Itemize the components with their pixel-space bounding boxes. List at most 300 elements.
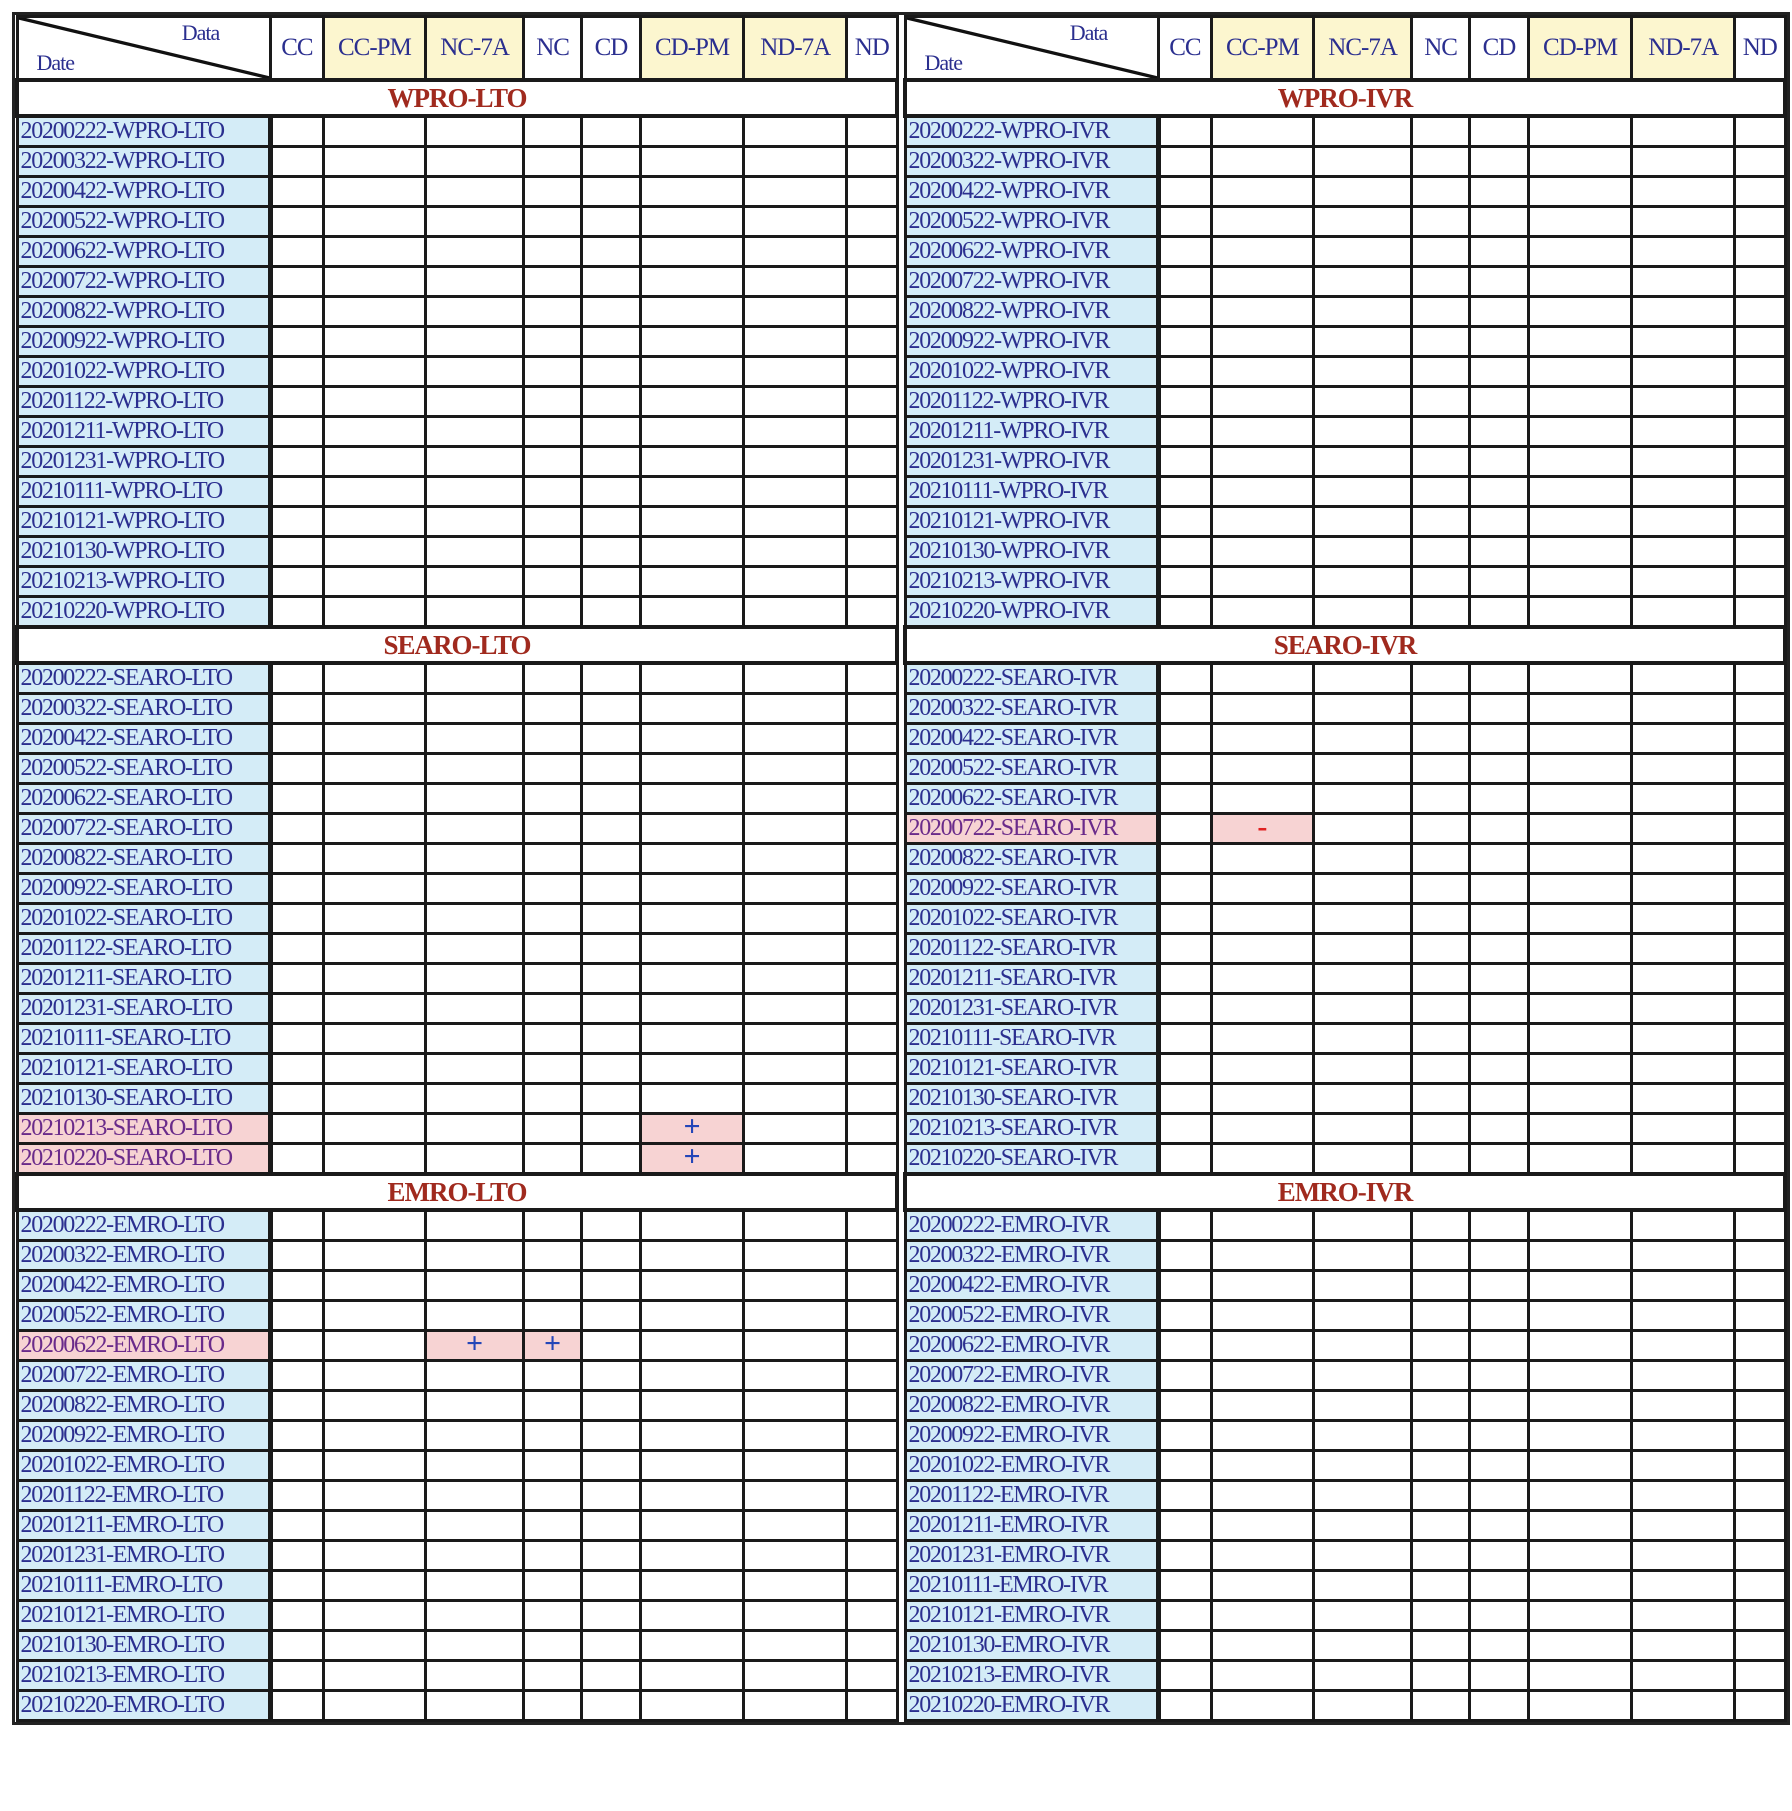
data-cell [271, 1541, 323, 1571]
data-cell [523, 537, 581, 567]
table-row [905, 784, 1785, 814]
table-row [17, 1114, 897, 1144]
data-cell [640, 567, 744, 597]
data-cell [1211, 147, 1314, 177]
data-cell [582, 537, 640, 567]
table-row [17, 784, 897, 814]
data-cell [640, 1691, 744, 1721]
data-cell [1211, 1114, 1314, 1144]
data-cell [1211, 1210, 1314, 1241]
data-cell [1735, 1241, 1785, 1271]
data-cell [426, 1661, 524, 1691]
data-cell [271, 267, 323, 297]
data-cell [271, 147, 323, 177]
data-cell [1528, 1631, 1632, 1661]
data-cell [1411, 844, 1469, 874]
data-cell [1411, 814, 1469, 844]
data-cell [1314, 177, 1412, 207]
data-cell [1632, 1451, 1735, 1481]
data-cell [640, 417, 744, 447]
data-cell [1411, 1601, 1469, 1631]
data-cell [271, 207, 323, 237]
data-cell [1470, 1541, 1528, 1571]
data-cell [1632, 724, 1735, 754]
column-header: CD-PM [640, 17, 744, 81]
data-cell [1314, 964, 1412, 994]
data-cell [744, 1601, 847, 1631]
data-cell [523, 357, 581, 387]
section-title-row [905, 80, 1785, 116]
data-cell [323, 754, 426, 784]
table-row [905, 964, 1785, 994]
data-cell [582, 663, 640, 694]
data-cell [1632, 147, 1735, 177]
data-cell [426, 1024, 524, 1054]
data-cell [1528, 147, 1632, 177]
data-cell [1632, 417, 1735, 447]
row-date-label: 20210130-WPRO-IVR [905, 537, 1159, 567]
data-cell [323, 116, 426, 147]
table-row [905, 447, 1785, 477]
row-date-label: 20200522-WPRO-LTO [17, 207, 271, 237]
data-cell [582, 1144, 640, 1175]
data-cell [323, 237, 426, 267]
data-cell [1159, 597, 1211, 628]
data-cell [744, 874, 847, 904]
data-cell [1314, 207, 1412, 237]
data-cell [744, 1541, 847, 1571]
data-cell [523, 814, 581, 844]
data-cell [1159, 1481, 1211, 1511]
data-cell [582, 207, 640, 237]
data-cell [1211, 357, 1314, 387]
data-cell [523, 754, 581, 784]
table-row [17, 1271, 897, 1301]
data-cell [1470, 1421, 1528, 1451]
data-cell [323, 327, 426, 357]
data-cell [523, 1084, 581, 1114]
row-date-label: 20201231-EMRO-LTO [17, 1541, 271, 1571]
data-cell [523, 207, 581, 237]
data-cell [1211, 874, 1314, 904]
data-cell [1470, 567, 1528, 597]
data-cell [523, 116, 581, 147]
data-cell [1159, 1024, 1211, 1054]
row-date-label: 20210213-WPRO-IVR [905, 567, 1159, 597]
data-cell [426, 116, 524, 147]
data-cell [640, 147, 744, 177]
data-cell [271, 754, 323, 784]
table-row [17, 327, 897, 357]
data-cell [271, 597, 323, 628]
section-title-row [905, 1174, 1785, 1210]
data-cell [640, 663, 744, 694]
data-cell [640, 447, 744, 477]
data-cell [1314, 567, 1412, 597]
data-cell [1314, 844, 1412, 874]
data-cell [744, 1301, 847, 1331]
data-cell [1735, 357, 1785, 387]
data-cell [271, 1114, 323, 1144]
data-cell [523, 507, 581, 537]
table-row [905, 1301, 1785, 1331]
data-cell [847, 1331, 897, 1361]
data-cell [1411, 327, 1469, 357]
data-cell [1528, 1144, 1632, 1175]
data-cell [1632, 1114, 1735, 1144]
data-cell [1411, 537, 1469, 567]
data-cell [1314, 237, 1412, 267]
table-row [905, 1331, 1785, 1361]
data-cell [271, 537, 323, 567]
data-cell [1211, 754, 1314, 784]
data-cell [1211, 1541, 1314, 1571]
data-cell [1411, 417, 1469, 447]
section-title-row [905, 627, 1785, 663]
data-cell [323, 417, 426, 447]
data-cell [1470, 327, 1528, 357]
data-cell [426, 1361, 524, 1391]
data-cell [1470, 537, 1528, 567]
table-row [17, 904, 897, 934]
data-cell [1470, 357, 1528, 387]
data-cell [1632, 994, 1735, 1024]
table-row [905, 507, 1785, 537]
data-cell [1735, 1144, 1785, 1175]
data-cell [1211, 1511, 1314, 1541]
data-cell [426, 1331, 524, 1361]
data-cell [1735, 447, 1785, 477]
data-cell [1528, 116, 1632, 147]
data-cell [1314, 1511, 1412, 1541]
data-cell [426, 1210, 524, 1241]
data-cell [1314, 1421, 1412, 1451]
data-cell [1470, 1210, 1528, 1241]
data-cell [1211, 387, 1314, 417]
data-cell [582, 1691, 640, 1721]
data-cell [1159, 784, 1211, 814]
data-cell [523, 1451, 581, 1481]
data-cell [640, 934, 744, 964]
data-cell [426, 724, 524, 754]
table-row [905, 1571, 1785, 1601]
row-date-label: 20200222-EMRO-IVR [905, 1210, 1159, 1241]
data-cell [1314, 357, 1412, 387]
data-cell [523, 327, 581, 357]
row-date-label: 20201211-WPRO-IVR [905, 417, 1159, 447]
data-cell [323, 1511, 426, 1541]
data-cell [582, 1571, 640, 1601]
data-cell [1314, 537, 1412, 567]
data-cell [1159, 327, 1211, 357]
data-cell [426, 1084, 524, 1114]
data-cell [1159, 844, 1211, 874]
data-cell [1470, 1301, 1528, 1331]
data-cell [582, 1421, 640, 1451]
data-cell [426, 477, 524, 507]
table-row [17, 447, 897, 477]
data-cell [1632, 597, 1735, 628]
data-cell [1211, 1054, 1314, 1084]
data-cell [744, 1511, 847, 1541]
table-row [905, 567, 1785, 597]
data-cell [582, 1361, 640, 1391]
data-cell [1470, 1331, 1528, 1361]
table-row [905, 724, 1785, 754]
data-cell [323, 447, 426, 477]
data-cell [323, 844, 426, 874]
data-cell [1411, 1571, 1469, 1601]
data-cell [582, 1114, 640, 1144]
data-cell [1735, 147, 1785, 177]
data-cell [523, 1114, 581, 1144]
data-cell [1735, 1421, 1785, 1451]
table-row [17, 814, 897, 844]
data-cell [744, 784, 847, 814]
data-cell [1528, 387, 1632, 417]
data-cell [847, 1691, 897, 1721]
data-cell [640, 904, 744, 934]
data-cell [640, 754, 744, 784]
data-cell [582, 417, 640, 447]
data-cell [1735, 1210, 1785, 1241]
row-date-label: 20200722-SEARO-LTO [17, 814, 271, 844]
row-date-label: 20210111-SEARO-IVR [905, 1024, 1159, 1054]
row-date-label: 20210130-SEARO-IVR [905, 1084, 1159, 1114]
data-cell [1735, 537, 1785, 567]
data-cell [323, 663, 426, 694]
table-row [17, 177, 897, 207]
row-date-label: 20200422-EMRO-IVR [905, 1271, 1159, 1301]
table-row [905, 1144, 1785, 1175]
data-cell [1632, 177, 1735, 207]
data-cell [271, 297, 323, 327]
data-cell [744, 477, 847, 507]
data-cell [1314, 663, 1412, 694]
data-cell [1211, 1601, 1314, 1631]
data-cell [323, 1571, 426, 1601]
row-date-label: 20200522-SEARO-IVR [905, 754, 1159, 784]
data-cell [1735, 1631, 1785, 1661]
row-date-label: 20201022-EMRO-LTO [17, 1451, 271, 1481]
data-cell [640, 1661, 744, 1691]
data-cell [744, 1114, 847, 1144]
table-row [905, 814, 1785, 844]
data-cell [744, 1451, 847, 1481]
data-cell [1632, 1271, 1735, 1301]
data-cell [1632, 934, 1735, 964]
data-cell [1735, 1271, 1785, 1301]
corner-label-date: Date [924, 50, 963, 75]
results-grid [12, 12, 1790, 1725]
data-cell [1528, 597, 1632, 628]
data-cell [1528, 327, 1632, 357]
row-date-label: 20200722-SEARO-IVR [905, 814, 1159, 844]
table-row [905, 694, 1785, 724]
row-date-label: 20200922-SEARO-LTO [17, 874, 271, 904]
data-cell [582, 1601, 640, 1631]
data-cell [744, 724, 847, 754]
data-cell [323, 1144, 426, 1175]
corner-label-data: Data [1069, 20, 1108, 45]
table-row [17, 417, 897, 447]
data-cell [271, 1054, 323, 1084]
data-cell [1632, 1661, 1735, 1691]
data-cell [1632, 904, 1735, 934]
data-cell [1159, 1210, 1211, 1241]
row-date-label: 20201211-WPRO-LTO [17, 417, 271, 447]
data-cell [271, 874, 323, 904]
data-cell [847, 477, 897, 507]
table-row [905, 1391, 1785, 1421]
data-cell [1735, 567, 1785, 597]
data-cell [323, 537, 426, 567]
row-date-label: 20200322-WPRO-IVR [905, 147, 1159, 177]
row-date-label: 20200822-EMRO-LTO [17, 1391, 271, 1421]
row-date-label: 20210220-WPRO-LTO [17, 597, 271, 628]
data-cell [1314, 1541, 1412, 1571]
data-cell [744, 1691, 847, 1721]
data-cell [1632, 567, 1735, 597]
data-cell [523, 297, 581, 327]
data-cell [523, 1054, 581, 1084]
data-cell [271, 1024, 323, 1054]
data-cell [1470, 934, 1528, 964]
data-cell [1470, 447, 1528, 477]
data-cell [1411, 934, 1469, 964]
data-cell [1411, 663, 1469, 694]
data-cell [1632, 1631, 1735, 1661]
data-cell [582, 297, 640, 327]
plus-mark: + [466, 1330, 484, 1360]
data-cell [523, 1631, 581, 1661]
data-cell [1735, 1331, 1785, 1361]
data-cell [1411, 1541, 1469, 1571]
data-cell [1411, 177, 1469, 207]
data-cell [1159, 814, 1211, 844]
data-cell [1632, 964, 1735, 994]
data-cell [640, 784, 744, 814]
data-cell [744, 327, 847, 357]
data-cell [640, 1331, 744, 1361]
data-cell [1632, 1054, 1735, 1084]
data-cell [1528, 1114, 1632, 1144]
data-cell [1632, 1571, 1735, 1601]
data-cell [847, 814, 897, 844]
data-cell [1632, 1691, 1735, 1721]
data-cell [1528, 1331, 1632, 1361]
data-cell [640, 964, 744, 994]
table-row [905, 1631, 1785, 1661]
data-cell [323, 874, 426, 904]
table-row [905, 387, 1785, 417]
data-cell [1528, 177, 1632, 207]
data-cell [640, 327, 744, 357]
column-header: CD [1470, 17, 1528, 81]
data-cell [426, 784, 524, 814]
data-cell [1528, 904, 1632, 934]
table-row [905, 1084, 1785, 1114]
data-cell [1470, 663, 1528, 694]
table-row [17, 267, 897, 297]
data-cell [1411, 1331, 1469, 1361]
table-row [905, 177, 1785, 207]
table-row [905, 1210, 1785, 1241]
data-cell [1528, 417, 1632, 447]
table-row [905, 1511, 1785, 1541]
data-cell [1528, 1391, 1632, 1421]
data-cell [1314, 934, 1412, 964]
data-cell [847, 597, 897, 628]
data-cell [1632, 844, 1735, 874]
data-cell [1411, 1054, 1469, 1084]
data-cell [640, 1571, 744, 1601]
data-cell [1314, 1451, 1412, 1481]
table-row [905, 1361, 1785, 1391]
plus-mark: + [544, 1330, 562, 1360]
column-header: CC [1159, 17, 1211, 81]
data-cell [582, 327, 640, 357]
data-cell [1159, 1054, 1211, 1084]
table-row [17, 1084, 897, 1114]
table-row [17, 477, 897, 507]
data-cell [744, 507, 847, 537]
data-cell [1735, 1114, 1785, 1144]
data-cell [523, 904, 581, 934]
row-date-label: 20200322-EMRO-LTO [17, 1241, 271, 1271]
data-cell [1411, 1301, 1469, 1331]
table-row [17, 1631, 897, 1661]
data-cell [847, 447, 897, 477]
table-row [17, 1541, 897, 1571]
data-cell [1735, 1571, 1785, 1601]
row-date-label: 20200322-EMRO-IVR [905, 1241, 1159, 1271]
table-row [17, 1481, 897, 1511]
data-cell [1411, 1361, 1469, 1391]
data-cell [1411, 1084, 1469, 1114]
table-row [17, 1661, 897, 1691]
data-cell [582, 567, 640, 597]
row-date-label: 20200822-SEARO-LTO [17, 844, 271, 874]
table-row [17, 1144, 897, 1175]
data-cell [847, 1481, 897, 1511]
table-row [905, 357, 1785, 387]
data-cell [1411, 1661, 1469, 1691]
data-cell [1528, 1271, 1632, 1301]
data-cell [744, 1084, 847, 1114]
data-cell [1211, 1361, 1314, 1391]
data-cell [847, 1511, 897, 1541]
data-cell [744, 754, 847, 784]
table-row [905, 994, 1785, 1024]
table-row [17, 297, 897, 327]
data-cell [1211, 1084, 1314, 1114]
data-cell [582, 1084, 640, 1114]
row-date-label: 20200922-SEARO-IVR [905, 874, 1159, 904]
data-cell [640, 1631, 744, 1661]
data-cell [426, 327, 524, 357]
data-cell [1528, 207, 1632, 237]
data-cell [1314, 387, 1412, 417]
data-cell [744, 177, 847, 207]
row-date-label: 20201122-WPRO-IVR [905, 387, 1159, 417]
data-cell [1735, 207, 1785, 237]
column-header: ND-7A [744, 17, 847, 81]
data-cell [1159, 1144, 1211, 1175]
data-cell [640, 694, 744, 724]
data-cell [1211, 1481, 1314, 1511]
data-cell [1735, 1511, 1785, 1541]
